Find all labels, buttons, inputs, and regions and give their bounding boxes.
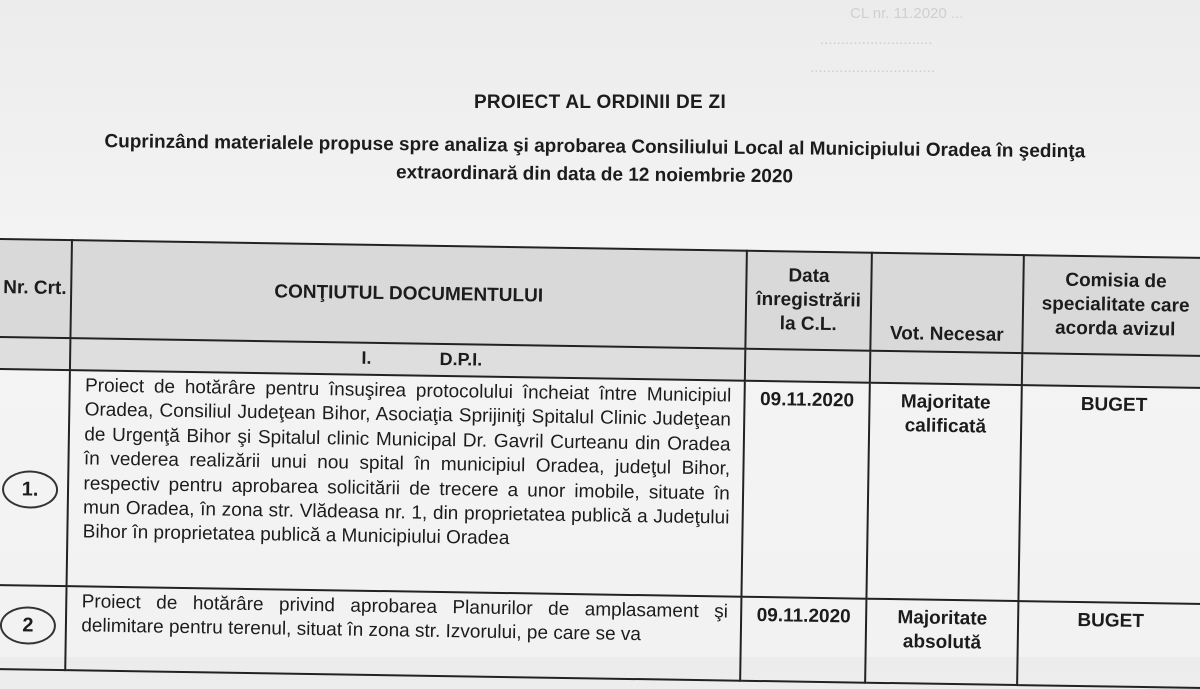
row-vote: Majoritate absolută <box>865 599 1018 685</box>
table-header-row <box>0 239 1200 356</box>
header-commission: Comisia de specialitate care acorda avizul <box>1022 255 1200 356</box>
row-commission: BUGET <box>1017 601 1200 688</box>
row-content: Proiect de hotărâre privind aprobarea Planurilor de amplasament şi delimitare pentru terenul, situat în zona str. Izvorului, pe care se va <box>66 586 742 681</box>
row-date: 09.11.2020 <box>740 597 867 683</box>
document-subtitle: Cuprinzând materialele propuse spre analiza şi aprobarea Consiliului Local al Municipiului Oradea în şedinţa extraordinară din data de 12 noiembrie 2020 <box>104 131 1086 188</box>
section-roman: I. <box>361 347 372 368</box>
row-number-cell <box>0 369 70 586</box>
header-date: Data înregistrării la C.L. <box>745 251 872 351</box>
agenda-table <box>0 238 1200 689</box>
header-nr: Nr. Crt. <box>0 239 72 338</box>
header-vote: Vot. Necesar <box>871 253 1024 353</box>
row-number-cell <box>0 585 67 670</box>
row-number: 1. <box>2 470 59 509</box>
row-commission: BUGET <box>1018 385 1200 604</box>
row-vote: Majoritate calificată <box>867 383 1022 601</box>
section-name: D.P.I. <box>439 348 483 370</box>
header-content: CONŢIUTUL DOCUMENTULUI <box>71 240 747 349</box>
row-date: 09.11.2020 <box>741 381 870 599</box>
agenda-table-wrapper <box>0 238 1200 689</box>
row-content: Proiect de hotărâre pentru însuşirea protocolului încheiat între Municipiul Oradea, Consiliul Judeţean Bihor, Asociaţia Sprijiniţi Spitalul Clinic Judeţean de Urgenţă Bihor şi Spitalul clinic Municipal Dr. Gavril Curteanu din Oradea în vederea realizării unui nou spital în municipiul Oradea, judeţul Bihor, respectiv pentru aprobarea solicitării de trecere a unor imobile, situate în mun Oradea, în zona str. Vlădeasa nr. 1, din proprietatea publică a Judeţului Bihor în proprietatea publică a Municipiului Oradea <box>67 370 745 597</box>
row-number: 2 <box>0 606 56 645</box>
table-row <box>0 585 1200 688</box>
document-title: PROIECT AL ORDINII DE ZI <box>473 92 727 113</box>
table-row <box>0 369 1200 604</box>
